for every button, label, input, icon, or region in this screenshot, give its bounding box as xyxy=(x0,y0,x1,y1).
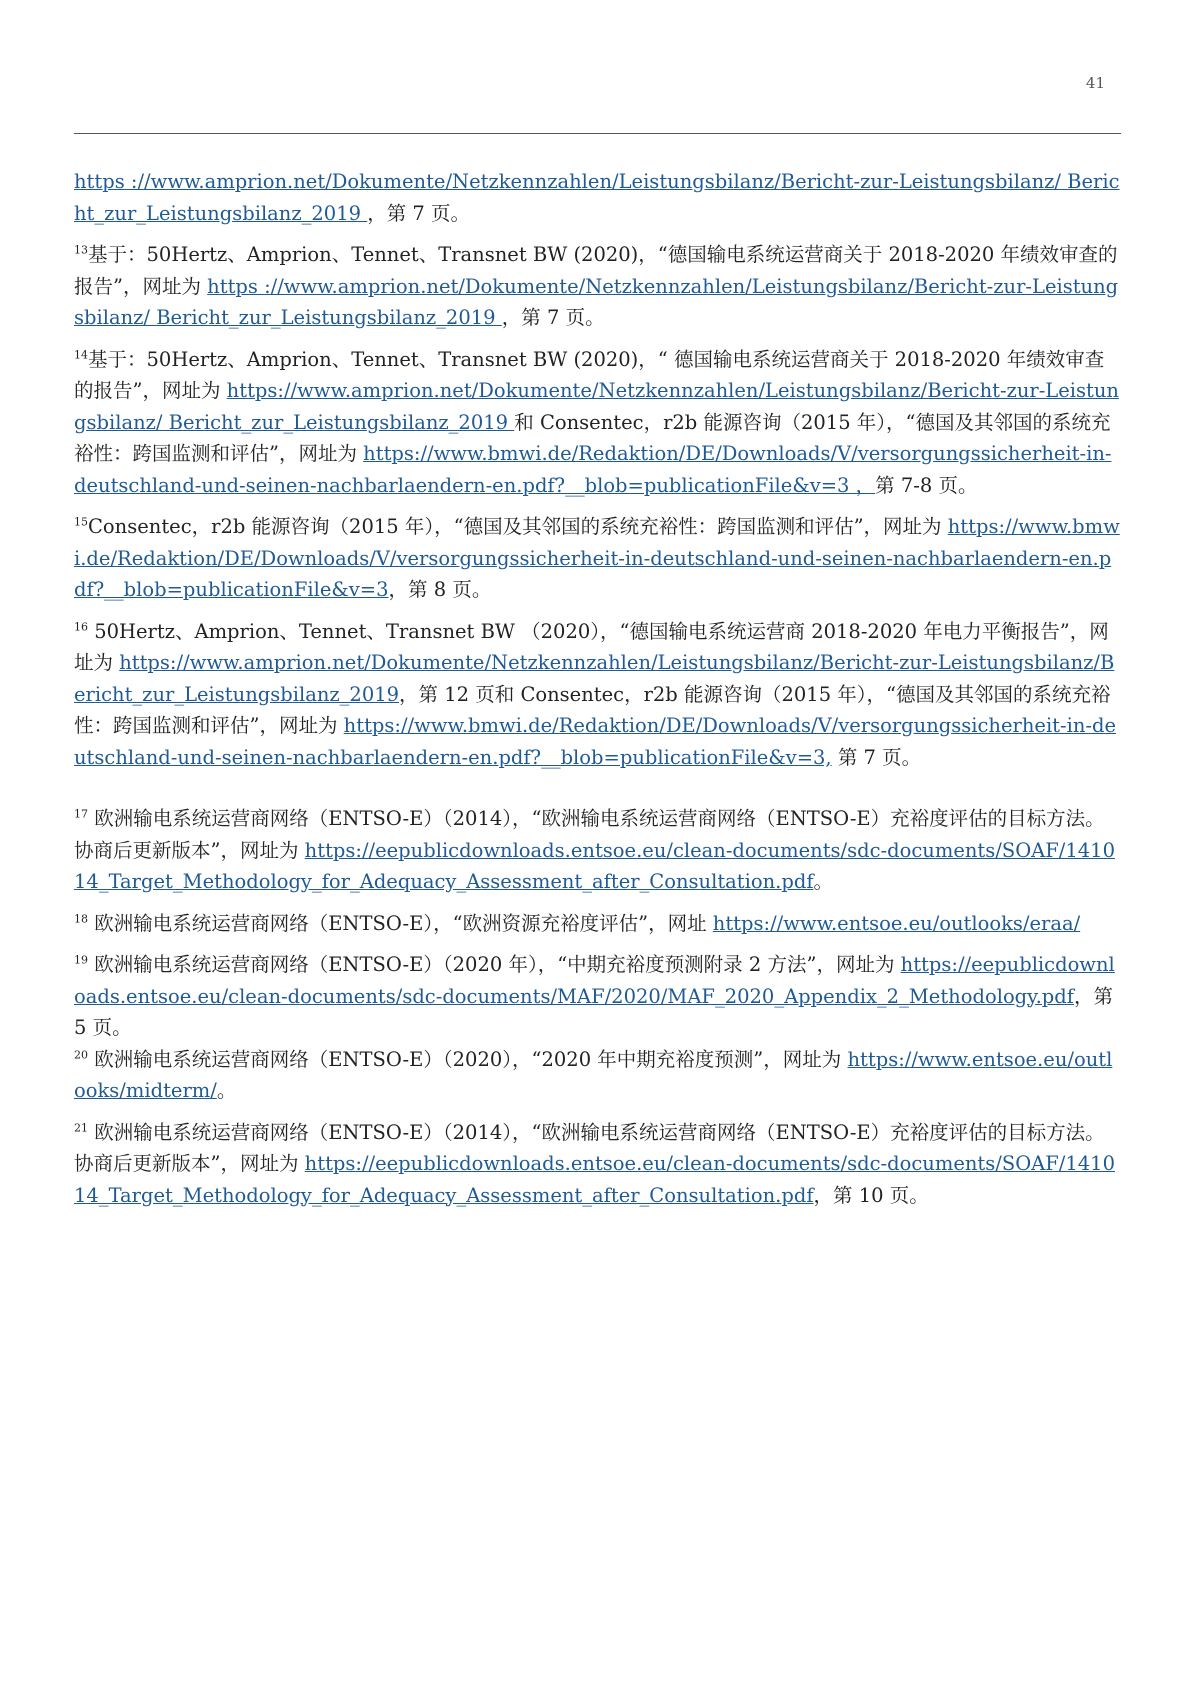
footnotes xyxy=(74,166,1121,1221)
footnote-text: 第 7 页。 xyxy=(831,745,922,769)
footnote-text: 欧洲输电系统运营商网络（ENTSO-E）（2020），“2020 年中期充裕度预测”，网址为 xyxy=(88,1047,848,1071)
footnote-link[interactable]: https://www.bmwi.de/Redaktion/DE/Downloads/V/versorgungssicherheit-in-deutschland-und-seinen-nachbarlaendern-en.pdf?__blob=publicationFile&v=3 xyxy=(74,515,1120,601)
footnote-number: 18 xyxy=(74,912,88,925)
footnote-16 xyxy=(74,616,1121,774)
footnote-text: 。 xyxy=(813,870,834,893)
footnote-text: 50Hertz、Amprion、Tennet、Transnet BW （2020），“德国输电系统运营商 2018-2020 年电力平衡报告”，网址为 xyxy=(74,619,1109,674)
footnote-number: 19 xyxy=(74,953,88,967)
footnote-text: 欧洲输电系统运营商网络（ENTSO-E），“欧洲资源充裕度评估”，网址 xyxy=(88,911,713,935)
page-number: 41 xyxy=(1085,74,1105,92)
footnote-number: 13 xyxy=(74,243,88,257)
footnote-20 xyxy=(74,1044,1121,1107)
footnote-text: ，第 12 页和 Consentec，r2b 能源咨询（2015 年），“德国及其邻国的系统充裕性：跨国监测和评估”，网址为 xyxy=(74,682,1111,737)
footnote-link[interactable]: https://www.entsoe.eu/outlooks/midterm/ xyxy=(74,1047,1113,1102)
footnote-21 xyxy=(74,1117,1121,1212)
footnote-link[interactable]: https ://www.amprion.net/Dokumente/Netzkennzahlen/Leistungsbilanz/Bericht-zur-Leistungsbilanz/ Bericht_zur_Leistungsbilanz_2019 xyxy=(74,170,1120,225)
footnote-text: ，第 10 页。 xyxy=(813,1183,929,1207)
footnote-text: 欧洲输电系统运营商网络（ENTSO-E）（2014），“欧洲输电系统运营商网络（ENTSO-E）充裕度评估的目标方法。协商后更新版本”，网址为 xyxy=(74,807,1105,862)
footnote-17 xyxy=(74,803,1121,898)
footnote-link-2[interactable]: https://www.bmwi.de/Redaktion/DE/Downloads/V/versorgungssicherheit-in- deutschland-und-seinen-nachbarlaendern-en.pdf?__blob=publicationFile&v=3 ， xyxy=(74,442,1112,497)
footnote-text: 第 7-8 页。 xyxy=(875,473,978,497)
footnote-link[interactable]: https://www.amprion.net/Dokumente/Netzkennzahlen/Leistungsbilanz/Bericht-zur-Leistungsbilanz/Bericht_zur_Leistungsbilanz_2019 xyxy=(74,651,1115,706)
footnote-number: 14 xyxy=(74,348,88,361)
footnote-text: ，第 7 页。 xyxy=(501,306,605,329)
footnote-text: 基于：50Hertz、Amprion、Tennet、Transnet BW (2020)，“德国输电系统运营商关于 2018-2020 年绩效审查的报告”，网址为 xyxy=(74,243,1118,298)
footnote-15 xyxy=(74,511,1121,606)
footnote-link[interactable]: https://eepublicdownloads.entsoe.eu/clean-documents/sdc-documents/SOAF/141014_Target_Methodology_for_Adequacy_Assessment_after_Consultation.pdf xyxy=(74,1152,1115,1207)
footnote-number: 16 xyxy=(74,620,88,633)
footnote-text: 欧洲输电系统运营商网络（ENTSO-E）（2020 年），“中期充裕度预测附录 2 方法”，网址为 xyxy=(88,953,901,976)
footnote-text: Consentec，r2b 能源咨询（2015 年），“德国及其邻国的系统充裕性：跨国监测和评估”，网址为 xyxy=(88,515,948,538)
footnote-13 xyxy=(74,239,1121,334)
footnote-text: ，第 8 页。 xyxy=(388,578,492,601)
footnote-19 xyxy=(74,949,1121,1044)
footnote-18 xyxy=(74,908,1121,940)
footnote-number: 20 xyxy=(74,1048,88,1061)
footnote-number: 15 xyxy=(74,515,88,529)
footnote-number: 21 xyxy=(74,1121,88,1134)
footnote-link[interactable]: https://www.entsoe.eu/outlooks/eraa/ xyxy=(712,911,1081,935)
footnote-number: 17 xyxy=(74,807,88,821)
footnote-continued xyxy=(74,166,1121,229)
footnote-text: 欧洲输电系统运营商网络（ENTSO-E）（2014），“欧洲输电系统运营商网络（ENTSO-E）充裕度评估的目标方法。协商后更新版本”，网址为 xyxy=(74,1120,1105,1175)
footnote-text: 。 xyxy=(216,1079,237,1102)
footnote-link[interactable]: https://www.amprion.net/Dokumente/Netzkennzahlen/Leistungsbilanz/Bericht-zur-Leistungsbilanz/ Bericht_zur_Leistungsbilanz_2019 xyxy=(74,379,1119,434)
footnote-link[interactable]: https://eepublicdownloads.entsoe.eu/clean-documents/sdc-documents/SOAF/141014_Target_Methodology_for_Adequacy_Assessment_after_Consultation.pdf xyxy=(74,838,1115,893)
footnote-divider xyxy=(74,133,1121,134)
footnote-14 xyxy=(74,344,1121,502)
footnote-link-2[interactable]: https://www.bmwi.de/Redaktion/DE/Downloads/V/versorgungssicherheit-in-deutschland-und-seinen-nachbarlaendern-en.pdf?__blob=publicationFile&v=3, xyxy=(74,714,1117,769)
footnote-text: ，第 7 页。 xyxy=(367,201,471,225)
footnote-text: 基于：50Hertz、Amprion、Tennet、Transnet BW (2020)，“ 德国输电系统运营商关于 2018-2020 年绩效审查的报告”，网址为 xyxy=(74,347,1105,402)
footnote-text: ，第 5 页。 xyxy=(74,984,1113,1039)
footnote-link[interactable]: https ://www.amprion.net/Dokumente/Netzkennzahlen/Leistungsbilanz/Bericht-zur-Leistungsbilanz/ Bericht_zur_Leistungsbilanz_2019 xyxy=(74,274,1119,329)
footnote-link[interactable]: https://eepublicdownloads.entsoe.eu/clean-documents/sdc-documents/MAF/2020/MAF_2020_Appendix_2_Methodology.pdf xyxy=(74,953,1115,1008)
footnote-text: 和 Consentec，r2b 能源咨询（2015 年），“德国及其邻国的系统充裕性：跨国监测和评估”，网址为 xyxy=(74,410,1111,465)
